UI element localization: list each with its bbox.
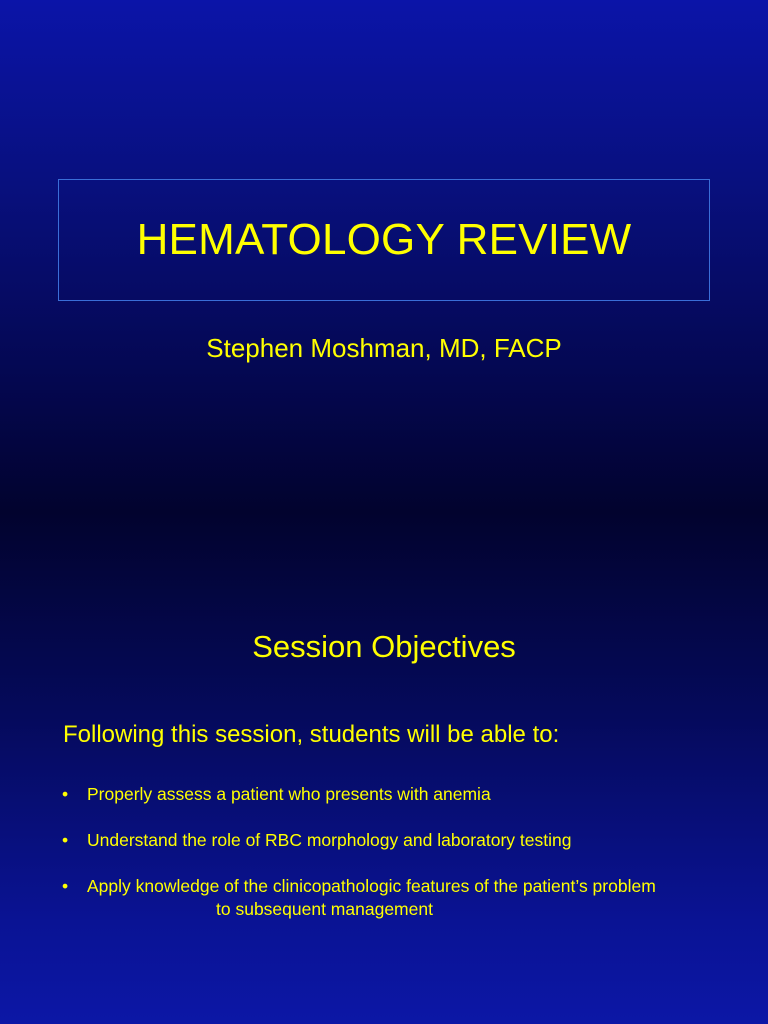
bullet-icon: • <box>62 876 69 896</box>
objectives-intro: Following this session, students will be able to: <box>63 721 560 748</box>
objectives-heading: Session Objectives <box>252 629 516 664</box>
objective-text-continuation: to subsequent management <box>216 899 433 919</box>
objective-text: Understand the role of RBC morphology and laboratory testing <box>87 830 572 850</box>
bullet-icon: • <box>62 784 69 804</box>
author-name: Stephen Moshman, MD, FACP <box>206 333 562 363</box>
objective-text: Apply knowledge of the clinicopathologic features of the patient’s problem <box>87 876 656 896</box>
bullet-icon: • <box>62 830 69 850</box>
objective-text: Properly assess a patient who presents with anemia <box>87 784 491 804</box>
objectives-slide <box>0 512 768 1024</box>
slide-title: HEMATOLOGY REVIEW <box>136 215 632 264</box>
title-box <box>58 179 710 301</box>
